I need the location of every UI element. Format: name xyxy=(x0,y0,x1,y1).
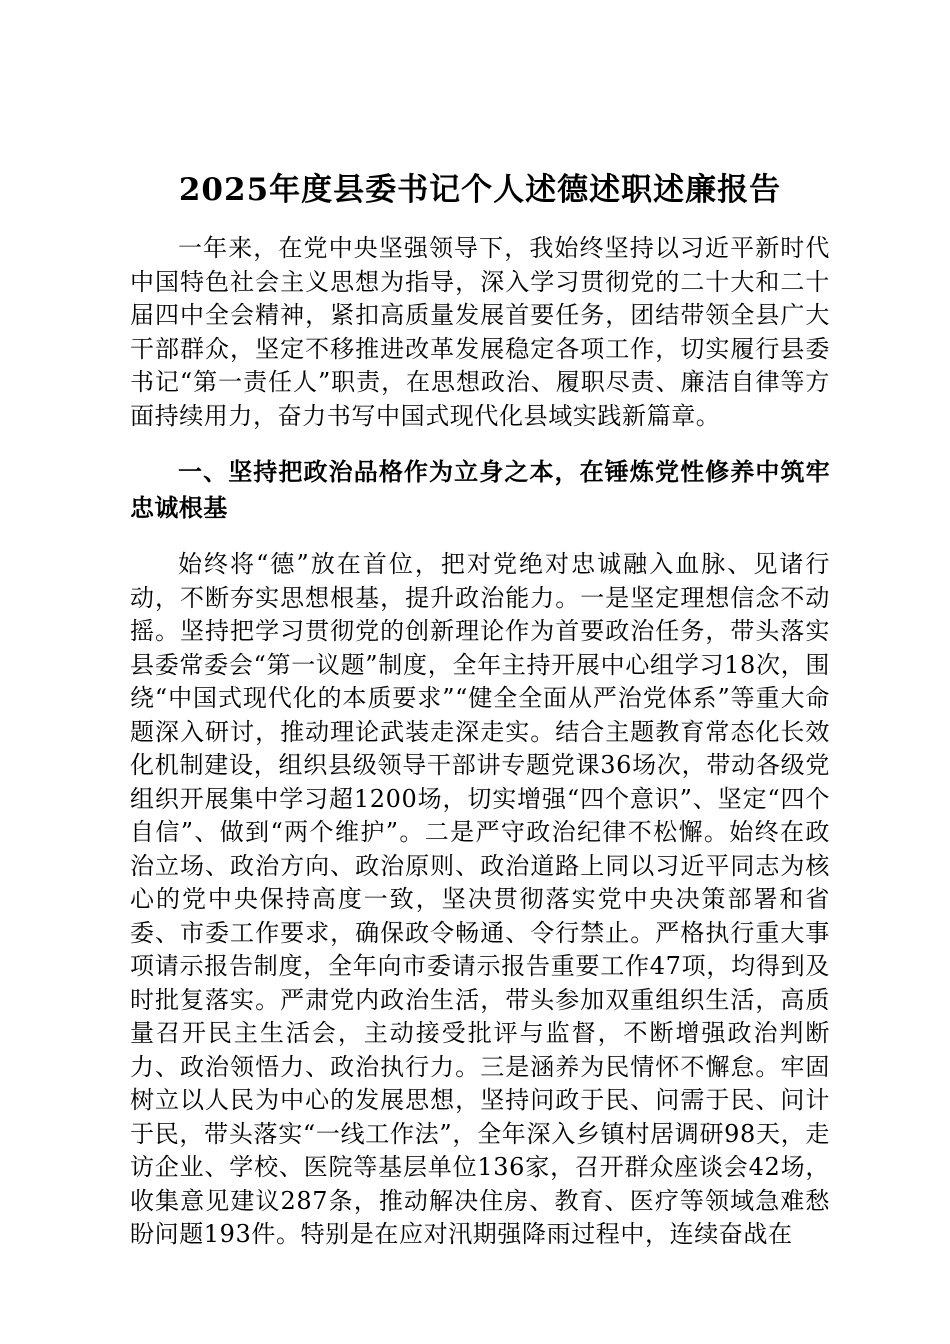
section-heading-1: 一、坚持把政治品格作为立身之本，在锤炼党性修养中筑牢忠诚根基 xyxy=(130,458,830,522)
document-page xyxy=(130,168,830,1252)
section-1-paragraph: 始终将“德”放在首位，把对党绝对忠诚融入血脉、见诸行动，不断夯实思想根基，提升政治能力。一是坚定理想信念不动摇。坚持把学习贯彻党的创新理论作为首要政治任务，带头落实县委常委会“第一议题”制度，全年主持开展中心组学习18次，围绕“中国式现代化的本质要求”“健全全面从严治党体系”等重大命题深入研讨，推动理论武装走深走实。结合主题教育常态化长效化机制建设，组织县级领导干部讲专题党课36场次，带动各级党组织开展集中学习超1200场，切实增强“四个意识”、坚定“四个自信”、做到“两个维护”。二是严守政治纪律不松懈。始终在政治立场、政治方向、政治原则、政治道路上同以习近平同志为核心的党中央保持高度一致，坚决贯彻落实党中央决策部署和省委、市委工作要求，确保政令畅通、令行禁止。严格执行重大事项请示报告制度，全年向市委请示报告重要工作47项，均得到及时批复落实。严肃党内政治生活，带头参加双重组织生活，高质量召开民主生活会，主动接受批评与监督，不断增强政治判断力、政治领悟力、政治执行力。三是涵养为民情怀不懈怠。牢固树立以人民为中心的发展思想，坚持问政于民、问需于民、问计于民，带头落实“一线工作法”，全年深入乡镇村居调研98天，走访企业、学校、医院等基层单位136家，召开群众座谈会42场，收集意见建议287条，推动解决住房、教育、医疗等领域急难愁盼问题193件。特别是在应对汛期强降雨过程中，连续奋战在 xyxy=(130,550,830,1248)
intro-paragraph: 一年来，在党中央坚强领导下，我始终坚持以习近平新时代中国特色社会主义思想为指导，深入学习贯彻党的二十大和二十届四中全会精神，紧扣高质量发展首要任务，团结带领全县广大干部群众，坚定不移推进改革发展稳定各项工作，切实履行县委书记“第一责任人”职责，在思想政治、履职尽责、廉洁自律等方面持续用力，奋力书写中国式现代化县域实践新篇章。 xyxy=(130,234,830,430)
document-title: 2025年度县委书记个人述德述职述廉报告 xyxy=(178,172,782,208)
